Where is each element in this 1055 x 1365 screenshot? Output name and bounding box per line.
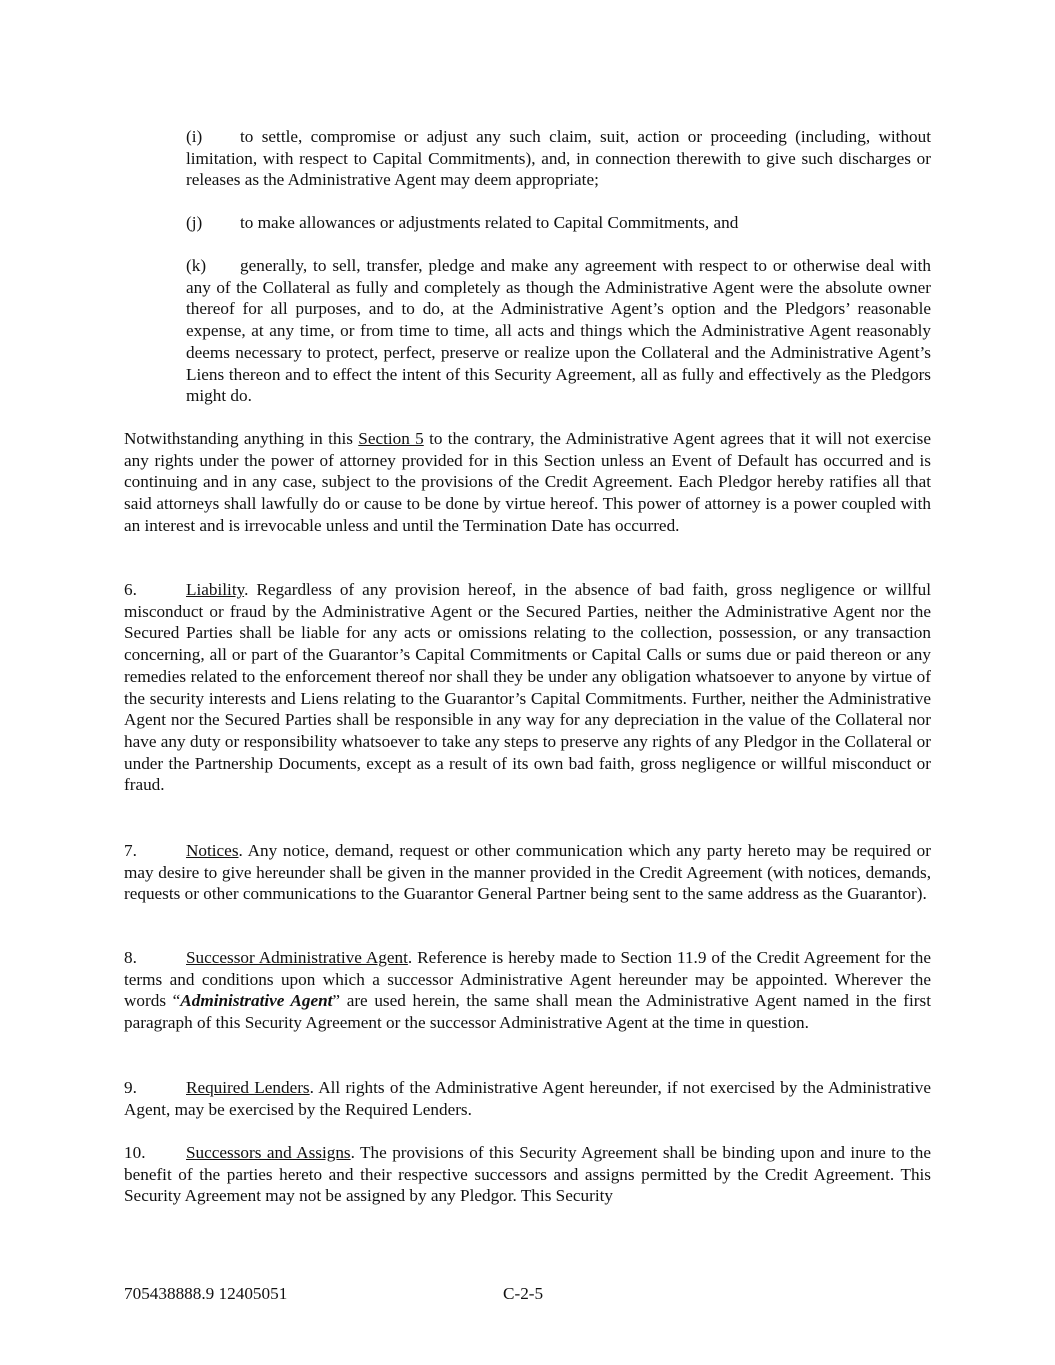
section-number: 10. xyxy=(124,1143,146,1162)
section-text: . Reference is hereby made to Section 11.9 of the Credit Agreement for the terms and conditions upon which a successor Administrative Agent hereunder may be appointed. Wherever the words “ xyxy=(124,948,931,1011)
clause-j xyxy=(186,212,931,234)
section-number: 8. xyxy=(124,948,137,967)
footer-page-number: C-2-5 xyxy=(503,1284,544,1303)
section-heading: Successors and Assigns xyxy=(186,1143,351,1162)
section-number: 7. xyxy=(124,841,137,860)
section-8 xyxy=(124,947,931,1034)
section-10 xyxy=(124,1142,931,1207)
paragraph-text: Notwithstanding anything in this xyxy=(124,429,359,448)
clause-text: to make allowances or adjustments related to Capital Commitments, and xyxy=(240,213,739,232)
section-heading: Successor Administrative Agent xyxy=(186,948,408,967)
section-heading: Liability xyxy=(186,580,245,599)
clause-k xyxy=(186,255,931,407)
section-text: . The provisions of this Security Agreement shall be binding upon and inure to the benefit of the parties hereto and their respective successors and assigns permitted by the Credit Agreement. This Security Agreement may not be assigned by any Pledgor. This Security xyxy=(124,1143,931,1206)
clause-text: generally, to sell, transfer, pledge and make any agreement with respect to or otherwise deal with any of the Collateral as fully and completely as though the Administrative Agent were the absolute owner thereof for all purposes, and to do, at the Administrative Agent’s option and the Pledgors’ reasonable expense, at any time, or from time to time, all acts and things which the Administrative Agent reasonably deems necessary to protect, perfect, preserve or realize upon the Collateral and the Administrative Agent’s Liens thereon and to effect the intent of this Security Agreement, all as fully and effectively as the Pledgors might do. xyxy=(186,256,931,406)
section-text: . Regardless of any provision hereof, in the absence of bad faith, gross negligence or willful misconduct or fraud by the Administrative Agent or the Secured Parties, neither the Administrative Agent nor the Secured Parties shall be liable for any acts or omissions relating to the collection, possession, or any transaction concerning, all or part of the Guarantor’s Capital Commitments or Capital Calls or sums due or paid thereon or any remedies related to the enforcement thereof nor shall they be under any obligation whatsoever to anyone by virtue of the security interests and Liens relating to the Guarantor’s Capital Commitments. Further, neither the Administrative Agent nor the Secured Parties shall be responsible in any way for any depreciation in the value of the Collateral nor have any duty or responsibility whatsoever to take any steps to preserve any rights of any Pledgor in the Collateral or under the Partnership Documents, except as a result of its own bad faith, gross negligence or willful misconduct or fraud. xyxy=(124,580,931,795)
paragraph-text: to the contrary, the Administrative Agent agrees that it will not exercise any rights under the power of attorney provided for in this Section unless an Event of Default has occurred and is continuing and in any case, subject to the provisions of the Credit Agreement. Each Pledgor hereby ratifies all that said attorneys shall lawfully do or cause to be done by virtue hereof. This power of attorney is a power coupled with an interest and is irrevocable unless and until the Termination Date has occurred. xyxy=(124,429,931,535)
clause-label: (j) xyxy=(186,213,203,232)
footer-document-id: 705438888.9 12405051 xyxy=(124,1284,288,1303)
section-6 xyxy=(124,579,931,796)
section-5-reference: Section 5 xyxy=(358,429,424,448)
clause-label: (k) xyxy=(186,256,207,275)
defined-term: Administrative Agent xyxy=(180,991,333,1011)
notwithstanding-paragraph xyxy=(124,428,931,537)
section-7 xyxy=(124,840,931,905)
clause-i xyxy=(186,126,931,191)
section-heading: Notices xyxy=(186,841,239,860)
section-text: . Any notice, demand, request or other communication which any party hereto may be required or may desire to give hereunder shall be given in the manner provided in the Credit Agreement (with notices, demands, requests or other communications to the Guarantor General Partner being sent to the same address as the Guarantor). xyxy=(124,841,931,904)
section-heading: Required Lenders xyxy=(186,1078,310,1097)
section-9 xyxy=(124,1077,931,1120)
section-number: 6. xyxy=(124,580,137,599)
clause-text: to settle, compromise or adjust any such claim, suit, action or proceeding (including, without limitation, with respect to Capital Commitments), and, in connection therewith to give such discharges or releases as the Administrative Agent may deem appropriate; xyxy=(186,127,931,190)
section-text: ” are used herein, the same shall mean the Administrative Agent named in the first paragraph of this Security Agreement or the successor Administrative Agent at the time in question. xyxy=(124,991,931,1033)
section-number: 9. xyxy=(124,1078,137,1097)
clause-label: (i) xyxy=(186,127,203,146)
section-text: . All rights of the Administrative Agent hereunder, if not exercised by the Administrative Agent, may be exercised by the Required Lenders. xyxy=(124,1078,931,1119)
